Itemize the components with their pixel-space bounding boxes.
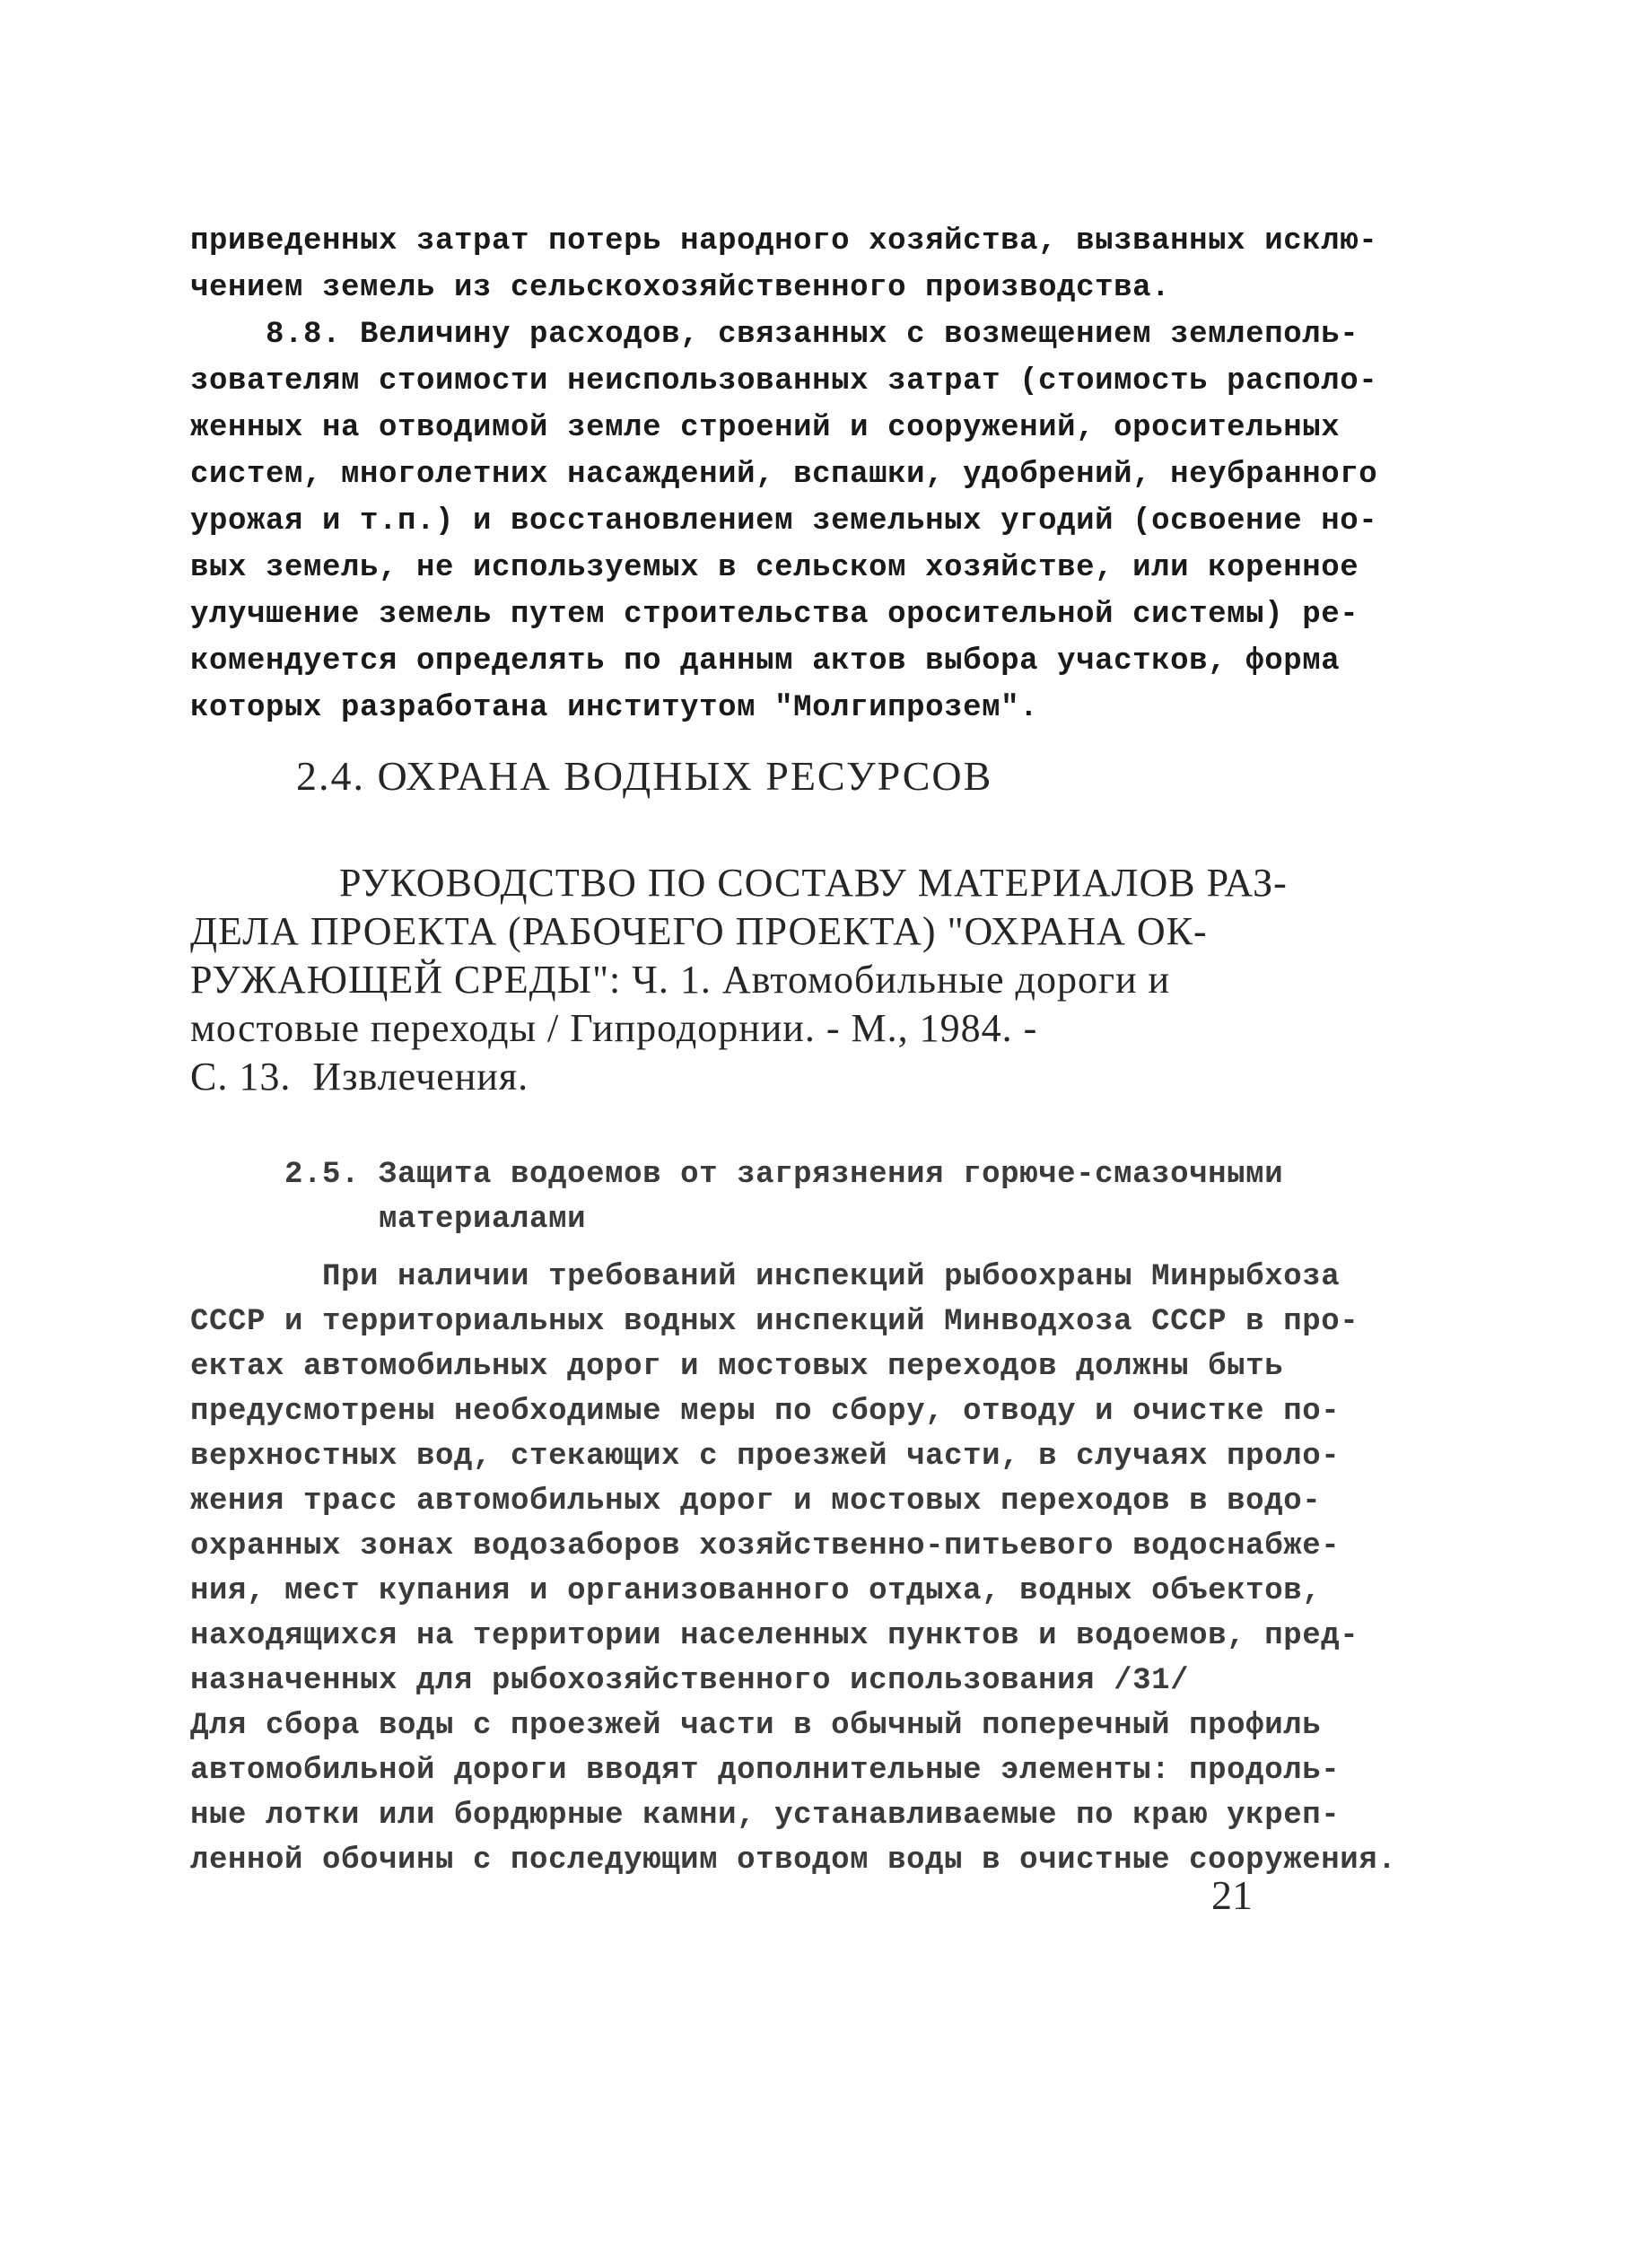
text-line: предусмотрены необходимые меры по сбору, отводу и очистке по- <box>190 1395 1341 1429</box>
text-line: 8.8. Величину расходов, связанных с возмещением землеполь- <box>190 318 1359 352</box>
subsection-heading: материалами <box>190 1203 587 1237</box>
text-line: чением земель из сельскохозяйственного производства. <box>190 271 1171 305</box>
text-line: урожая и т.п.) и восстановлением земельных угодий (освоение но- <box>190 504 1378 539</box>
text-line: вых земель, не используемых в сельском хозяйстве, или коренное <box>190 551 1359 585</box>
text-line: улучшение земель путем строительства оросительной системы) ре- <box>190 598 1359 632</box>
text-line: СССР и территориальных водных инспекций Минводхоза СССР в про- <box>190 1305 1359 1339</box>
text-line: жения трасс автомобильных дорог и мостовых переходов в водо- <box>190 1484 1322 1519</box>
text-line: ектах автомобильных дорог и мостовых переходов должны быть <box>190 1350 1284 1384</box>
text-line: женных на отводимой земле строений и сооружений, оросительных <box>190 411 1341 445</box>
text-line: ния, мест купания и организованного отдыха, водных объектов, <box>190 1574 1322 1608</box>
text-line: верхностных вод, стекающих с проезжей части, в случаях проло- <box>190 1440 1341 1474</box>
text-line: Для сбора воды с проезжей части в обычный поперечный профиль <box>190 1709 1322 1743</box>
citation-line: РУЖАЮЩЕЙ СРЕДЫ": Ч. 1. Автомобильные дороги и <box>190 958 1171 1002</box>
text-line: При наличии требований инспекций рыбоохраны Минрыбхоза <box>190 1260 1341 1294</box>
text-line: зователям стоимости неиспользованных затрат (стоимость располо- <box>190 364 1378 398</box>
text-line: систем, многолетних насаждений, вспашки, удобрений, неубранного <box>190 458 1378 492</box>
citation-line: ДЕЛА ПРОЕКТА (РАБОЧЕГО ПРОЕКТА) "ОХРАНА ОК- <box>190 909 1208 953</box>
text-line: комендуется определять по данным актов выбора участков, форма <box>190 644 1341 679</box>
page-number: 21 <box>1211 1872 1253 1918</box>
text-line: ные лотки или бордюрные камни, устанавливаемые по краю укреп- <box>190 1799 1341 1833</box>
citation-line: РУКОВОДСТВО ПО СОСТАВУ МАТЕРИАЛОВ РАЗ- <box>296 861 1288 905</box>
subsection-heading: 2.5. Защита водоемов от загрязнения горюче-смазочными <box>190 1158 1284 1192</box>
text-line: находящихся на территории населенных пунктов и водоемов, пред- <box>190 1619 1359 1653</box>
citation-line: мостовые переходы / Гипродорнии. - М., 1984. - <box>190 1006 1038 1050</box>
text-line: которых разработана институтом "Молгипрозем". <box>190 691 1039 725</box>
text-line: ленной обочины с последующим отводом воды в очистные сооружения. <box>190 1843 1397 1878</box>
text-line: приведенных затрат потерь народного хозяйства, вызванных исклю- <box>190 224 1378 258</box>
text-line: назначенных для рыбохозяйственного использования /31/ <box>190 1664 1190 1698</box>
text-line: автомобильной дороги вводят дополнительные элементы: продоль- <box>190 1754 1341 1788</box>
section-heading: 2.4. ОХРАНА ВОДНЫХ РЕСУРСОВ <box>296 753 993 799</box>
citation-line: С. 13. Извлечения. <box>190 1055 529 1099</box>
text-line: охранных зонах водозаборов хозяйственно-питьевого водоснабже- <box>190 1529 1341 1563</box>
